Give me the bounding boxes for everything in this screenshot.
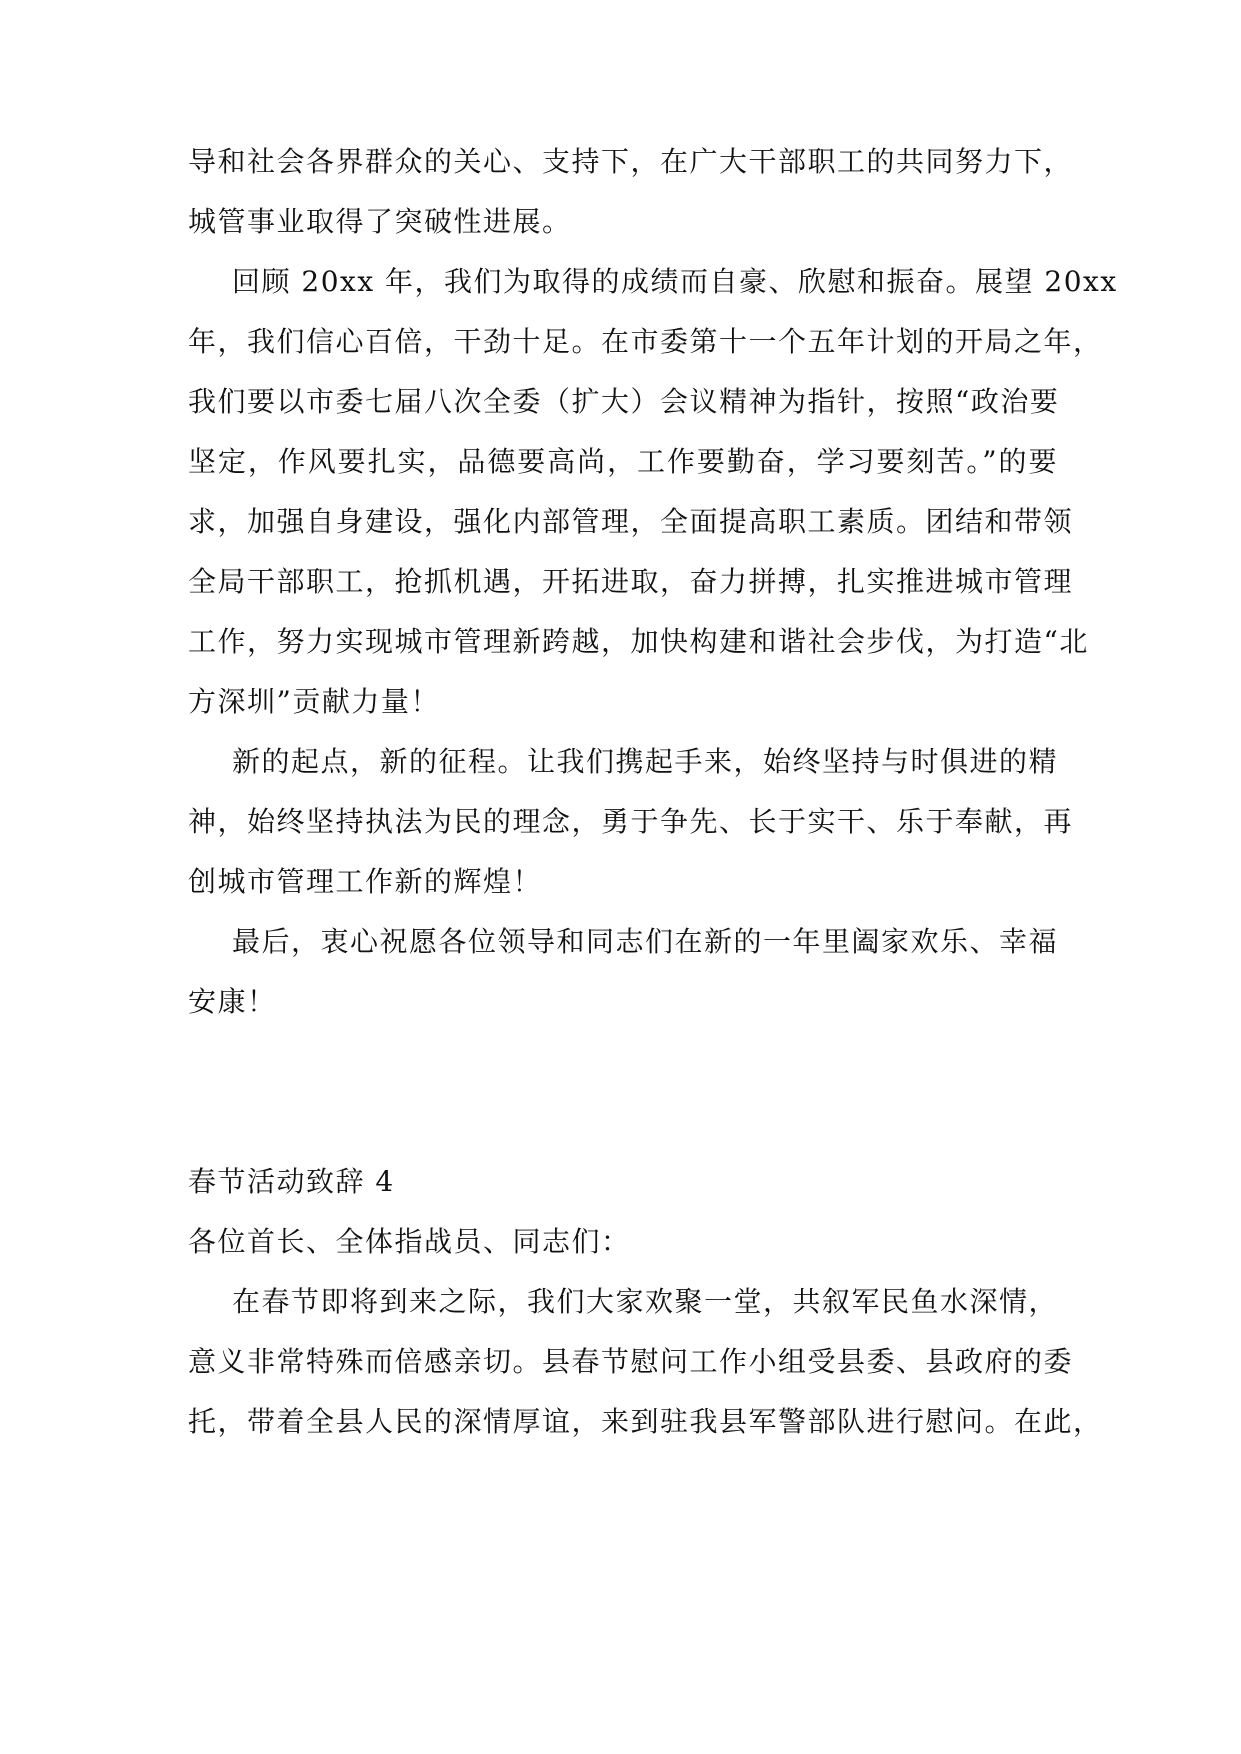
text-line: 工作，努力实现城市管理新跨越，加快构建和谐社会步伐，为打造“北 <box>188 625 1089 658</box>
text-line: 回顾 20xx 年，我们为取得的成绩而自豪、欣慰和振奋。展望 20xx <box>232 265 1118 298</box>
text-line: 我们要以市委七届八次全委（扩大）会议精神为指针，按照“政治要 <box>188 385 1060 418</box>
text-line: 新的起点，新的征程。让我们携起手来，始终坚持与时俱进的精 <box>232 745 1059 778</box>
text-line: 城管事业取得了突破性进展。 <box>188 205 572 238</box>
text-line: 托，带着全县人民的深情厚谊，来到驻我县军警部队进行慰问。在此， <box>188 1405 1103 1438</box>
text-line: 神，始终坚持执法为民的理念，勇于争先、长于实干、乐于奉献，再 <box>188 805 1074 838</box>
text-line: 求，加强自身建设，强化内部管理，全面提高职工素质。团结和带领 <box>188 505 1074 538</box>
text-line: 导和社会各界群众的关心、支持下，在广大干部职工的共同努力下， <box>188 145 1074 178</box>
salutation: 各位首长、全体指战员、同志们： <box>188 1225 631 1258</box>
text-line: 意义非常特殊而倍感亲切。县春节慰问工作小组受县委、县政府的委 <box>188 1345 1074 1378</box>
text-line: 坚定，作风要扎实，品德要高尚，工作要勤奋，学习要刻苦。”的要 <box>188 445 1058 478</box>
section-title: 春节活动致辞 4 <box>188 1165 395 1198</box>
text-line: 安康！ <box>188 985 277 1018</box>
text-line: 年，我们信心百倍，干劲十足。在市委第十一个五年计划的开局之年， <box>188 325 1103 358</box>
text-line: 在春节即将到来之际，我们大家欢聚一堂，共叙军民鱼水深情， <box>232 1285 1059 1318</box>
text-line: 全局干部职工，抢抓机遇，开拓进取，奋力拼搏，扎实推进城市管理 <box>188 565 1074 598</box>
text-line: 最后，衷心祝愿各位领导和同志们在新的一年里阖家欢乐、幸福 <box>232 925 1059 958</box>
text-line: 创城市管理工作新的辉煌！ <box>188 865 543 898</box>
text-line: 方深圳”贡献力量！ <box>188 685 440 718</box>
